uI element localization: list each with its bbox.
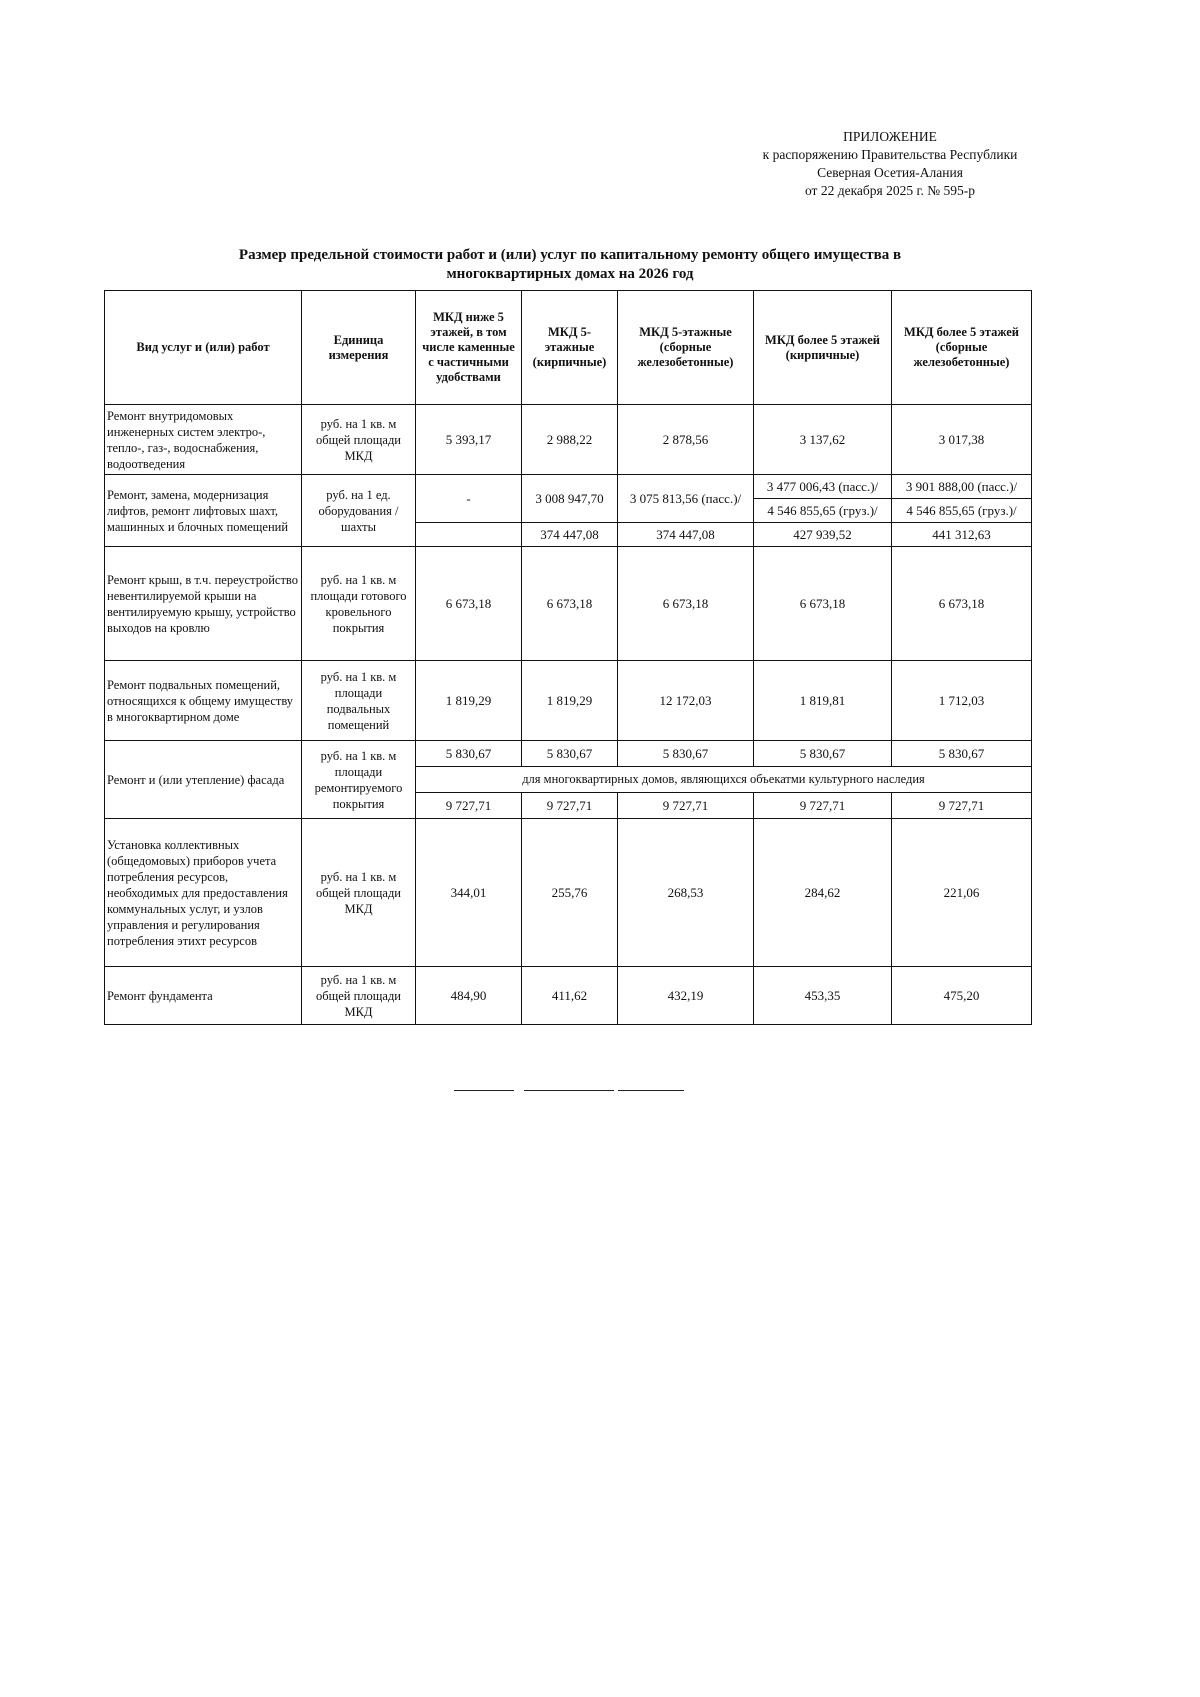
cell-value: 5 830,67 [416,741,522,767]
title-line-1: Размер предельной стоимости работ и (или) услуг по капитальному ремонту общего имущества в [238,247,902,263]
table-header-row [105,291,1032,405]
cell-value: 3 008 947,70 [522,475,618,523]
heritage-note: для многоквартирных домов, являющихся объекатми культурного наследия [416,767,1032,793]
cell-value: 1 819,29 [522,661,618,741]
cell-value: 427 939,52 [754,523,892,547]
cell-value: 411,62 [522,967,618,1025]
row-unit: руб. на 1 кв. м общей площади МКД [302,967,416,1025]
table-row [105,547,1032,661]
cell-value: 3 137,62 [754,405,892,475]
cell-value: 1 712,03 [892,661,1032,741]
cell-value: 453,35 [754,967,892,1025]
col-header-above-5-brick: МКД более 5 этажей (кирпичные) [754,291,892,405]
appendix-date-number: от 22 декабря 2025 г. № 595-р [804,183,976,198]
col-header-unit: Единица измерения [302,291,416,405]
cell-value: 6 673,18 [416,547,522,661]
cell-value: 5 830,67 [754,741,892,767]
cell-value: 432,19 [618,967,754,1025]
cell-value: 268,53 [618,819,754,967]
cost-table [104,290,1032,1025]
row-unit: руб. на 1 кв. м площади ремонтируемого покрытия [302,741,416,819]
table-row [105,475,1032,499]
cell-value: 4 546 855,65 (груз.)/ [754,499,892,523]
closing-divider [524,1090,614,1091]
row-unit: руб. на 1 ед. оборудования / шахты [302,475,416,547]
cell-value: 344,01 [416,819,522,967]
cell-value: 2 878,56 [618,405,754,475]
cell-value: 441 312,63 [892,523,1032,547]
cell-value: 2 988,22 [522,405,618,475]
row-name: Ремонт подвальных помещений, относящихся к общему имуществу в многоквартирном доме [105,661,302,741]
appendix-order-ref: к распоряжению Правительства Республики [762,147,1018,162]
cell-value: 9 727,71 [416,793,522,819]
cell-value: 374 447,08 [618,523,754,547]
cell-value: 9 727,71 [618,793,754,819]
cell-value: 5 830,67 [618,741,754,767]
cell-value: 3 017,38 [892,405,1032,475]
cell-value: 6 673,18 [522,547,618,661]
title-line-2: многоквартирных домах на 2026 год [446,266,694,282]
cell-value: 221,06 [892,819,1032,967]
cell-value: 284,62 [754,819,892,967]
appendix-region: Северная Осетия-Алания [817,165,963,180]
row-unit: руб. на 1 кв. м площади подвальных помещений [302,661,416,741]
row-name: Ремонт, замена, модернизация лифтов, ремонт лифтовых шахт, машинных и блочных помещений [105,475,302,547]
cell-value: 484,90 [416,967,522,1025]
cell-value: 9 727,71 [522,793,618,819]
closing-divider [618,1090,684,1091]
closing-divider [454,1090,514,1091]
row-unit: руб. на 1 кв. м площади готового кровельного покрытия [302,547,416,661]
cell-value: 6 673,18 [754,547,892,661]
col-header-5-concrete: МКД 5-этажные (сборные железобетонные) [618,291,754,405]
cell-value: 475,20 [892,967,1032,1025]
row-name: Ремонт внутридомовых инженерных систем электро-, тепло-, газ-, водоснабжения, водоотведения [105,405,302,475]
document-title [150,246,990,284]
cell-value: 1 819,29 [416,661,522,741]
cell-value: 255,76 [522,819,618,967]
cell-value: 4 546 855,65 (груз.)/ [892,499,1032,523]
table-row [105,741,1032,767]
empty-cell [416,523,522,547]
cell-value: 3 477 006,43 (пасс.)/ [754,475,892,499]
appendix-header [740,128,1040,200]
table-row [105,405,1032,475]
row-name: Установка коллективных (общедомовых) приборов учета потребления ресурсов, необходимых для предоставления коммунальных услуг, и узлов управления и регулирования потребления этихт ресурсов [105,819,302,967]
cell-value: - [416,475,522,523]
row-unit: руб. на 1 кв. м общей площади МКД [302,819,416,967]
col-header-work-type: Вид услуг и (или) работ [105,291,302,405]
cell-value: 6 673,18 [618,547,754,661]
col-header-below-5: МКД ниже 5 этажей, в том числе каменные с частичными удобствами [416,291,522,405]
cell-value: 9 727,71 [892,793,1032,819]
row-name: Ремонт крыш, в т.ч. переустройство невентилируемой крыши на вентилируемую крышу, устройство выходов на кровлю [105,547,302,661]
cell-value: 9 727,71 [754,793,892,819]
table-row [105,661,1032,741]
cell-value: 1 819,81 [754,661,892,741]
row-name: Ремонт и (или утепление) фасада [105,741,302,819]
cell-value: 3 901 888,00 (пасс.)/ [892,475,1032,499]
table-row [105,967,1032,1025]
cell-value: 5 393,17 [416,405,522,475]
table-row [105,819,1032,967]
cell-value: 5 830,67 [522,741,618,767]
cell-value: 374 447,08 [522,523,618,547]
cell-value: 3 075 813,56 (пасс.)/ [618,475,754,523]
cell-value: 6 673,18 [892,547,1032,661]
row-name: Ремонт фундамента [105,967,302,1025]
col-header-above-5-concrete: МКД более 5 этажей (сборные железобетонные) [892,291,1032,405]
cell-value: 5 830,67 [892,741,1032,767]
row-unit: руб. на 1 кв. м общей площади МКД [302,405,416,475]
cell-value: 12 172,03 [618,661,754,741]
col-header-5-brick: МКД 5-этажные (кирпичные) [522,291,618,405]
appendix-label: ПРИЛОЖЕНИЕ [843,129,937,144]
